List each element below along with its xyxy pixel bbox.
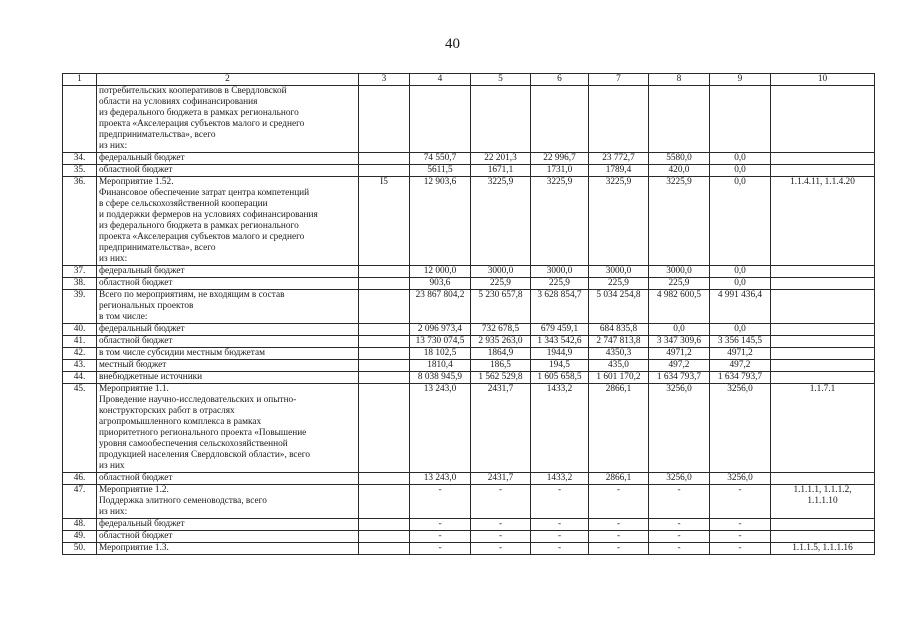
row-number-cell: 48. xyxy=(63,519,97,531)
table-row xyxy=(63,348,875,360)
budget-table xyxy=(62,73,875,555)
row-number-cell: 37. xyxy=(63,266,97,278)
amount-cell: 225,9 xyxy=(471,278,531,290)
amount-cell: 4971,2 xyxy=(710,348,771,360)
amount-total-cell: 23 867 804,2 xyxy=(410,290,471,324)
description-cell: Всего по мероприятиям, не входящим в состав региональных проектов в том числе: xyxy=(97,290,359,324)
amount-cell: 1433,2 xyxy=(531,384,589,473)
amount-cell: 4 991 436,4 xyxy=(710,290,771,324)
amount-cell: 1 562 529,8 xyxy=(471,372,531,384)
amount-cell: 0,0 xyxy=(710,153,771,165)
column-header: 4 xyxy=(410,74,471,86)
target-reference-cell xyxy=(771,336,875,348)
amount-cell: 1944,9 xyxy=(531,348,589,360)
amount-cell: 3000,0 xyxy=(649,266,710,278)
amount-cell: - xyxy=(471,519,531,531)
code-cell xyxy=(359,324,410,336)
amount-cell: 732 678,5 xyxy=(471,324,531,336)
description-cell: местный бюджет xyxy=(97,360,359,372)
target-reference-cell xyxy=(771,290,875,324)
description-cell: Мероприятие 1.52. Финансовое обеспечение затрат центра компетенций в сфере сельскохозяйственной кооперации и поддержки фермеров на условиях софинансирования из федерального бюджета в рамках регионального проекта «Акселерация субъектов малого и среднего предпринимательства», всего из них: xyxy=(97,177,359,266)
amount-cell xyxy=(531,86,589,153)
row-number-cell: 40. xyxy=(63,324,97,336)
code-cell xyxy=(359,543,410,555)
row-number-cell: 35. xyxy=(63,165,97,177)
table-row xyxy=(63,543,875,555)
code-cell xyxy=(359,278,410,290)
amount-cell: 435,0 xyxy=(589,360,649,372)
row-number-cell: 34. xyxy=(63,153,97,165)
table-row xyxy=(63,266,875,278)
table-row xyxy=(63,485,875,519)
table-row xyxy=(63,177,875,266)
code-cell xyxy=(359,384,410,473)
target-reference-cell xyxy=(771,153,875,165)
amount-cell: 3 347 309,6 xyxy=(649,336,710,348)
amount-total-cell: - xyxy=(410,519,471,531)
amount-cell: - xyxy=(649,519,710,531)
row-number-cell: 45. xyxy=(63,384,97,473)
description-cell: в том числе субсидии местным бюджетам xyxy=(97,348,359,360)
amount-cell: 3 356 145,5 xyxy=(710,336,771,348)
amount-cell: 0,0 xyxy=(649,324,710,336)
table-row xyxy=(63,278,875,290)
table-row xyxy=(63,360,875,372)
description-cell: федеральный бюджет xyxy=(97,519,359,531)
amount-total-cell: 5611,5 xyxy=(410,165,471,177)
row-number-cell xyxy=(63,86,97,153)
description-cell: федеральный бюджет xyxy=(97,153,359,165)
code-cell xyxy=(359,153,410,165)
column-header: 9 xyxy=(710,74,771,86)
amount-cell: - xyxy=(589,531,649,543)
table-row xyxy=(63,473,875,485)
table-row xyxy=(63,372,875,384)
amount-cell: 1 634 793,7 xyxy=(710,372,771,384)
amount-cell: - xyxy=(531,485,589,519)
amount-cell: - xyxy=(649,543,710,555)
row-number-cell: 49. xyxy=(63,531,97,543)
code-cell xyxy=(359,531,410,543)
row-number-cell: 42. xyxy=(63,348,97,360)
target-reference-cell xyxy=(771,266,875,278)
amount-total-cell: 13 243,0 xyxy=(410,473,471,485)
amount-cell: 1 605 658,5 xyxy=(531,372,589,384)
amount-cell: 0,0 xyxy=(710,278,771,290)
description-cell: Мероприятие 1.3. xyxy=(97,543,359,555)
amount-total-cell: - xyxy=(410,485,471,519)
amount-cell: 225,9 xyxy=(649,278,710,290)
amount-cell: 3000,0 xyxy=(471,266,531,278)
description-cell: Мероприятие 1.1. Проведение научно-исследовательских и опытно- конструкторских работ в отраслях агропромышленного комплекса в рамках приоритетного регионального проекта «Повышение уровня самообеспечения сельскохозяйственной продукцией населения Свердловской области», всего из них xyxy=(97,384,359,473)
target-reference-cell xyxy=(771,86,875,153)
code-cell xyxy=(359,372,410,384)
amount-cell: 1 343 542,6 xyxy=(531,336,589,348)
description-cell: областной бюджет xyxy=(97,278,359,290)
table-row xyxy=(63,531,875,543)
amount-cell: - xyxy=(710,543,771,555)
amount-total-cell: 13 730 074,5 xyxy=(410,336,471,348)
amount-total-cell: - xyxy=(410,543,471,555)
row-number-cell: 46. xyxy=(63,473,97,485)
amount-cell: 2 935 263,0 xyxy=(471,336,531,348)
column-header: 1 xyxy=(63,74,97,86)
code-cell xyxy=(359,336,410,348)
target-reference-cell: 1.1.7.1 xyxy=(771,384,875,473)
amount-cell: 1731,0 xyxy=(531,165,589,177)
amount-cell: - xyxy=(531,531,589,543)
description-cell: потребительских кооперативов в Свердловской области на условиях софинансирования из федерального бюджета в рамках регионального проекта «Акселерация субъектов малого и среднего предпринимательства», всего из них: xyxy=(97,86,359,153)
target-reference-cell: 1.1.1.1, 1.1.1.2, 1.1.1.10 xyxy=(771,485,875,519)
amount-cell: 684 835,8 xyxy=(589,324,649,336)
amount-cell xyxy=(471,86,531,153)
amount-cell: - xyxy=(471,543,531,555)
amount-total-cell: - xyxy=(410,531,471,543)
amount-total-cell: 18 102,5 xyxy=(410,348,471,360)
amount-total-cell xyxy=(410,86,471,153)
code-cell xyxy=(359,473,410,485)
amount-cell: - xyxy=(589,519,649,531)
amount-total-cell: 903,6 xyxy=(410,278,471,290)
amount-cell: 0,0 xyxy=(710,177,771,266)
amount-cell: 2866,1 xyxy=(589,473,649,485)
column-header: 3 xyxy=(359,74,410,86)
code-cell xyxy=(359,86,410,153)
row-number-cell: 44. xyxy=(63,372,97,384)
code-cell xyxy=(359,266,410,278)
target-reference-cell xyxy=(771,519,875,531)
table-row xyxy=(63,153,875,165)
amount-total-cell: 12 903,6 xyxy=(410,177,471,266)
amount-cell: - xyxy=(710,485,771,519)
row-number-cell: 39. xyxy=(63,290,97,324)
amount-cell: 3225,9 xyxy=(531,177,589,266)
amount-cell: 420,0 xyxy=(649,165,710,177)
target-reference-cell xyxy=(771,348,875,360)
amount-cell: 2866,1 xyxy=(589,384,649,473)
amount-cell: 23 772,7 xyxy=(589,153,649,165)
amount-cell: 225,9 xyxy=(531,278,589,290)
amount-cell: 3256,0 xyxy=(710,384,771,473)
description-cell: федеральный бюджет xyxy=(97,324,359,336)
amount-cell: 1789,4 xyxy=(589,165,649,177)
amount-cell xyxy=(649,86,710,153)
amount-total-cell: 74 550,7 xyxy=(410,153,471,165)
amount-cell: 2431,7 xyxy=(471,473,531,485)
target-reference-cell xyxy=(771,360,875,372)
column-header: 8 xyxy=(649,74,710,86)
amount-cell: 4350,3 xyxy=(589,348,649,360)
amount-cell: 1 601 170,2 xyxy=(589,372,649,384)
row-number-cell: 41. xyxy=(63,336,97,348)
column-header: 10 xyxy=(771,74,875,86)
amount-cell: 186,5 xyxy=(471,360,531,372)
code-cell xyxy=(359,290,410,324)
amount-cell: 3225,9 xyxy=(649,177,710,266)
code-cell xyxy=(359,165,410,177)
target-reference-cell xyxy=(771,372,875,384)
amount-cell: 4 982 600,5 xyxy=(649,290,710,324)
table-row xyxy=(63,384,875,473)
amount-cell: 3000,0 xyxy=(589,266,649,278)
table-row xyxy=(63,290,875,324)
description-cell: областной бюджет xyxy=(97,473,359,485)
target-reference-cell xyxy=(771,278,875,290)
amount-cell: 3225,9 xyxy=(471,177,531,266)
amount-cell: - xyxy=(531,543,589,555)
column-header: 5 xyxy=(471,74,531,86)
amount-total-cell: 12 000,0 xyxy=(410,266,471,278)
code-cell xyxy=(359,360,410,372)
amount-cell: 3000,0 xyxy=(531,266,589,278)
column-header: 2 xyxy=(97,74,359,86)
description-cell: федеральный бюджет xyxy=(97,266,359,278)
amount-cell: 2431,7 xyxy=(471,384,531,473)
amount-cell: 225,9 xyxy=(589,278,649,290)
amount-cell: - xyxy=(589,485,649,519)
amount-cell: 0,0 xyxy=(710,324,771,336)
amount-total-cell: 1810,4 xyxy=(410,360,471,372)
amount-cell: 3256,0 xyxy=(649,384,710,473)
target-reference-cell xyxy=(771,324,875,336)
amount-total-cell: 8 038 945,9 xyxy=(410,372,471,384)
amount-cell: 1433,2 xyxy=(531,473,589,485)
description-cell: областной бюджет xyxy=(97,531,359,543)
description-cell: областной бюджет xyxy=(97,165,359,177)
amount-cell: 0,0 xyxy=(710,266,771,278)
amount-cell: 1864,9 xyxy=(471,348,531,360)
amount-cell: 3225,9 xyxy=(589,177,649,266)
table-row xyxy=(63,86,875,153)
description-cell: областной бюджет xyxy=(97,336,359,348)
amount-cell: 497,2 xyxy=(649,360,710,372)
amount-cell: 1671,1 xyxy=(471,165,531,177)
amount-cell: 0,0 xyxy=(710,165,771,177)
amount-total-cell: 13 243,0 xyxy=(410,384,471,473)
target-reference-cell xyxy=(771,165,875,177)
row-number-cell: 38. xyxy=(63,278,97,290)
row-number-cell: 43. xyxy=(63,360,97,372)
row-number-cell: 36. xyxy=(63,177,97,266)
code-cell xyxy=(359,348,410,360)
amount-cell: 3256,0 xyxy=(710,473,771,485)
code-cell xyxy=(359,519,410,531)
amount-total-cell: 2 096 973,4 xyxy=(410,324,471,336)
amount-cell: - xyxy=(649,485,710,519)
amount-cell: - xyxy=(531,519,589,531)
amount-cell: - xyxy=(649,531,710,543)
amount-cell: 679 459,1 xyxy=(531,324,589,336)
amount-cell: 5 034 254,8 xyxy=(589,290,649,324)
amount-cell: 3 628 854,7 xyxy=(531,290,589,324)
amount-cell: 5580,0 xyxy=(649,153,710,165)
column-header: 7 xyxy=(589,74,649,86)
amount-cell: 22 996,7 xyxy=(531,153,589,165)
target-reference-cell xyxy=(771,531,875,543)
amount-cell xyxy=(589,86,649,153)
target-reference-cell: 1.1.4.11, 1.1.4.20 xyxy=(771,177,875,266)
target-reference-cell xyxy=(771,473,875,485)
amount-cell: - xyxy=(471,485,531,519)
target-reference-cell: 1.1.1.5, 1.1.1.16 xyxy=(771,543,875,555)
table-row xyxy=(63,519,875,531)
amount-cell xyxy=(710,86,771,153)
table-row xyxy=(63,336,875,348)
amount-cell: 1 634 793,7 xyxy=(649,372,710,384)
description-cell: внебюджетные источники xyxy=(97,372,359,384)
amount-cell: 194,5 xyxy=(531,360,589,372)
amount-cell: 22 201,3 xyxy=(471,153,531,165)
amount-cell: 3256,0 xyxy=(649,473,710,485)
amount-cell: 2 747 813,8 xyxy=(589,336,649,348)
page-number: 40 xyxy=(445,36,460,52)
code-cell: I5 xyxy=(359,177,410,266)
amount-cell: - xyxy=(471,531,531,543)
amount-cell: - xyxy=(589,543,649,555)
amount-cell: 4971,2 xyxy=(649,348,710,360)
row-number-cell: 47. xyxy=(63,485,97,519)
table-header-row xyxy=(63,74,875,86)
amount-cell: 497,2 xyxy=(710,360,771,372)
amount-cell: 5 230 657,8 xyxy=(471,290,531,324)
description-cell: Мероприятие 1.2. Поддержка элитного семеноводства, всего из них: xyxy=(97,485,359,519)
amount-cell: - xyxy=(710,531,771,543)
amount-cell: - xyxy=(710,519,771,531)
table-row xyxy=(63,165,875,177)
table-row xyxy=(63,324,875,336)
code-cell xyxy=(359,485,410,519)
row-number-cell: 50. xyxy=(63,543,97,555)
column-header: 6 xyxy=(531,74,589,86)
